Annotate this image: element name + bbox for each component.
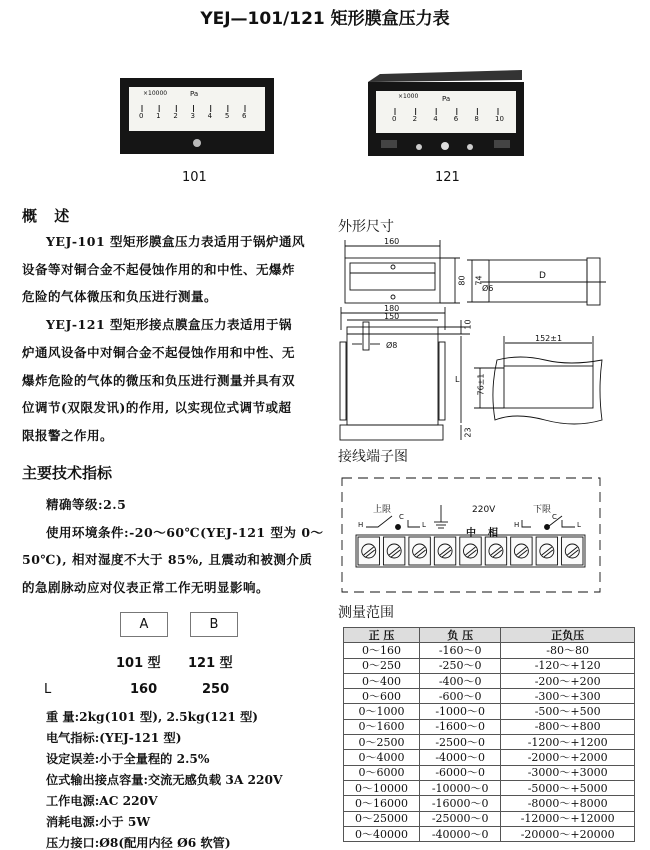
table-row bbox=[344, 750, 635, 765]
range-cell: 0～1000 bbox=[344, 704, 420, 719]
range-cell: -600～0 bbox=[420, 689, 501, 704]
upper-h-label: H bbox=[358, 521, 364, 529]
dial-tick-label: 1 bbox=[156, 112, 161, 120]
dim-180: 180 bbox=[384, 304, 400, 313]
dial-tick-label: 4 bbox=[207, 112, 213, 120]
dial-tick-label: 8 bbox=[474, 115, 479, 123]
specs-heading: 主要技术指标 bbox=[22, 464, 113, 482]
spec-detail-line: 设定误差:小于全量程的 2.5% bbox=[46, 752, 210, 766]
overview-line: 危险的气体微压和负压进行测量。 bbox=[22, 289, 218, 305]
range-cell: 0～40000 bbox=[344, 826, 420, 841]
dial-121-range: ×1000 bbox=[398, 93, 419, 100]
dial-tick-label: 4 bbox=[433, 115, 438, 123]
range-cell: -800～+800 bbox=[501, 719, 635, 734]
range-column-header: 正 压 bbox=[344, 628, 420, 643]
dimensions-heading: 外形尺寸 bbox=[338, 219, 394, 235]
table-row bbox=[344, 811, 635, 826]
dial-101-unit: Pa bbox=[190, 90, 199, 98]
range-cell: -80～80 bbox=[501, 643, 635, 658]
dim-d6: Ø6 bbox=[482, 284, 494, 293]
dim-l: L bbox=[455, 375, 460, 384]
neutral-label: 中 bbox=[466, 528, 476, 539]
spec-line: 50℃), 相对湿度不大于 85%, 且震动和被测介质 bbox=[22, 552, 313, 568]
overview-line: 爆炸危险的气体的微压和负压进行测量并具有双 bbox=[22, 372, 296, 388]
range-cell: -2000～+2000 bbox=[501, 750, 635, 765]
dimension-box-b: B bbox=[190, 612, 238, 637]
dial-tick-label: 6 bbox=[242, 112, 247, 120]
dim-port: Ø8 bbox=[386, 341, 398, 350]
overview-line: YEJ-121 型矩形接点膜盒压力表适用于锅 bbox=[46, 317, 292, 333]
range-cell: 0～4000 bbox=[344, 750, 420, 765]
range-cell: -500～+500 bbox=[501, 704, 635, 719]
range-cell: -160～0 bbox=[420, 643, 501, 658]
page-title: YEJ—101/121 矩形膜盒压力表 bbox=[200, 9, 450, 29]
range-cell: -1200～+1200 bbox=[501, 735, 635, 750]
lower-l-label: L bbox=[577, 521, 581, 529]
spec-detail-line: 压力接口:Ø8(配用内径 Ø6 软管) bbox=[46, 836, 231, 850]
dial-tick-label: 2 bbox=[412, 115, 418, 123]
dim-160: 160 bbox=[384, 237, 400, 246]
range-cell: -16000～0 bbox=[420, 796, 501, 811]
range-cell: 0～600 bbox=[344, 689, 420, 704]
model-121-label: 121 型 bbox=[188, 656, 233, 671]
range-cell: 0～16000 bbox=[344, 796, 420, 811]
measurement-range-table bbox=[343, 627, 635, 842]
table-row bbox=[344, 780, 635, 795]
range-cell: -2500～0 bbox=[420, 735, 501, 750]
l-value-101: 160 bbox=[130, 682, 158, 697]
range-cell: 0～10000 bbox=[344, 780, 420, 795]
dial-tick-label: 0 bbox=[392, 115, 397, 123]
range-column-header: 负 压 bbox=[420, 628, 501, 643]
lower-h-label: H bbox=[514, 521, 520, 529]
spec-detail-line: 重 量:2kg(101 型), 2.5kg(121 型) bbox=[46, 710, 259, 724]
spec-line: 使用环境条件:-20～60℃(YEJ-121 型为 0～ bbox=[46, 524, 324, 540]
dimension-box-a: A bbox=[120, 612, 168, 637]
dim-cutout-height: 76±1 bbox=[476, 373, 486, 396]
dial-tick-label: 2 bbox=[173, 112, 178, 120]
table-row bbox=[344, 673, 635, 688]
product-label-101: 101 bbox=[182, 170, 207, 185]
overview-line: 位调节(双限发讯)的作用, 以实现位式调节或超 bbox=[22, 400, 292, 416]
spec-detail-line: 工作电源:AC 220V bbox=[46, 794, 158, 808]
dial-tick-label: 5 bbox=[224, 112, 230, 120]
gauge-121-image bbox=[368, 70, 524, 156]
overview-line: 炉通风设备中对铜合金不起侵蚀作用和中性、无 bbox=[22, 344, 296, 360]
dim-d: D bbox=[539, 271, 546, 281]
range-cell: 0～25000 bbox=[344, 811, 420, 826]
table-row bbox=[344, 765, 635, 780]
dial-101-range: ×10000 bbox=[143, 90, 168, 97]
range-cell: 0～400 bbox=[344, 673, 420, 688]
spec-line: 的急剧脉动应对仪表正常工作无明显影响。 bbox=[22, 580, 270, 596]
range-cell: 0～6000 bbox=[344, 765, 420, 780]
dial-121-unit: Pa bbox=[442, 95, 451, 103]
lower-limit-label: 下限 bbox=[533, 505, 552, 515]
range-cell: -250～0 bbox=[420, 658, 501, 673]
spec-detail-line: 位式输出接点容量:交流无感负载 3A 220V bbox=[46, 773, 283, 787]
range-heading: 测量范围 bbox=[338, 605, 394, 621]
range-column-header: 正负压 bbox=[501, 628, 635, 643]
range-cell: 0～250 bbox=[344, 658, 420, 673]
upper-limit-label: 上限 bbox=[373, 505, 392, 515]
range-cell: -20000～+20000 bbox=[501, 826, 635, 841]
range-cell: -10000～0 bbox=[420, 780, 501, 795]
voltage-label: 220V bbox=[472, 505, 496, 515]
upper-l-label: L bbox=[422, 521, 426, 529]
l-label: L bbox=[44, 682, 52, 697]
range-cell: -40000～0 bbox=[420, 826, 501, 841]
table-row bbox=[344, 719, 635, 734]
dim-23: 23 bbox=[463, 427, 473, 438]
table-row bbox=[344, 796, 635, 811]
overview-line: YEJ-101 型矩形膜盒压力表适用于锅炉通风 bbox=[46, 234, 305, 249]
overview-line: 限报警之作用。 bbox=[22, 427, 114, 443]
range-cell: -1600～0 bbox=[420, 719, 501, 734]
dim-80: 80 bbox=[457, 275, 467, 286]
l-value-121: 250 bbox=[202, 682, 230, 697]
table-row bbox=[344, 735, 635, 750]
dial-tick-label: 0 bbox=[139, 112, 144, 120]
overview-line: 设备等对铜合金不起侵蚀作用的和中性、无爆炸 bbox=[22, 261, 296, 277]
dial-tick-label: 3 bbox=[190, 112, 195, 120]
table-row bbox=[344, 643, 635, 658]
range-cell: -4000～0 bbox=[420, 750, 501, 765]
dim-10: 10 bbox=[463, 319, 473, 330]
range-cell: 0～160 bbox=[344, 643, 420, 658]
table-row bbox=[344, 658, 635, 673]
table-row bbox=[344, 704, 635, 719]
overview-heading: 概 述 bbox=[22, 207, 76, 225]
dial-tick-label: 6 bbox=[453, 115, 459, 123]
product-label-121: 121 bbox=[435, 170, 460, 185]
spec-line: 精确等级:2.5 bbox=[46, 497, 127, 512]
model-101-label: 101 型 bbox=[116, 656, 161, 671]
wiring-heading: 接线端子图 bbox=[338, 449, 408, 465]
range-cell: -6000～0 bbox=[420, 765, 501, 780]
phase-label: 相 bbox=[488, 528, 498, 539]
lower-c-label: C bbox=[552, 513, 557, 521]
outline-dimension-drawing bbox=[340, 240, 606, 440]
table-row bbox=[344, 689, 635, 704]
range-cell: -300～+300 bbox=[501, 689, 635, 704]
dim-74: 74 bbox=[474, 275, 484, 286]
range-cell: -200～+200 bbox=[501, 673, 635, 688]
spec-detail-line: 电气指标:(YEJ-121 型) bbox=[46, 731, 182, 745]
upper-c-label: C bbox=[399, 513, 404, 521]
range-cell: -25000～0 bbox=[420, 811, 501, 826]
range-cell: -5000～+5000 bbox=[501, 780, 635, 795]
range-cell: -8000～+8000 bbox=[501, 796, 635, 811]
dim-150: 150 bbox=[384, 312, 400, 321]
range-cell: -3000～+3000 bbox=[501, 765, 635, 780]
spec-detail-line: 消耗电源:小于 5W bbox=[46, 815, 151, 829]
dim-cutout-width: 152±1 bbox=[535, 334, 563, 343]
dial-tick-label: 10 bbox=[495, 115, 504, 123]
range-cell: 0～1600 bbox=[344, 719, 420, 734]
range-cell: -400～0 bbox=[420, 673, 501, 688]
range-cell: -120～+120 bbox=[501, 658, 635, 673]
table-row bbox=[344, 826, 635, 841]
range-cell: 0～2500 bbox=[344, 735, 420, 750]
range-cell: -1000～0 bbox=[420, 704, 501, 719]
range-cell: -12000～+12000 bbox=[501, 811, 635, 826]
